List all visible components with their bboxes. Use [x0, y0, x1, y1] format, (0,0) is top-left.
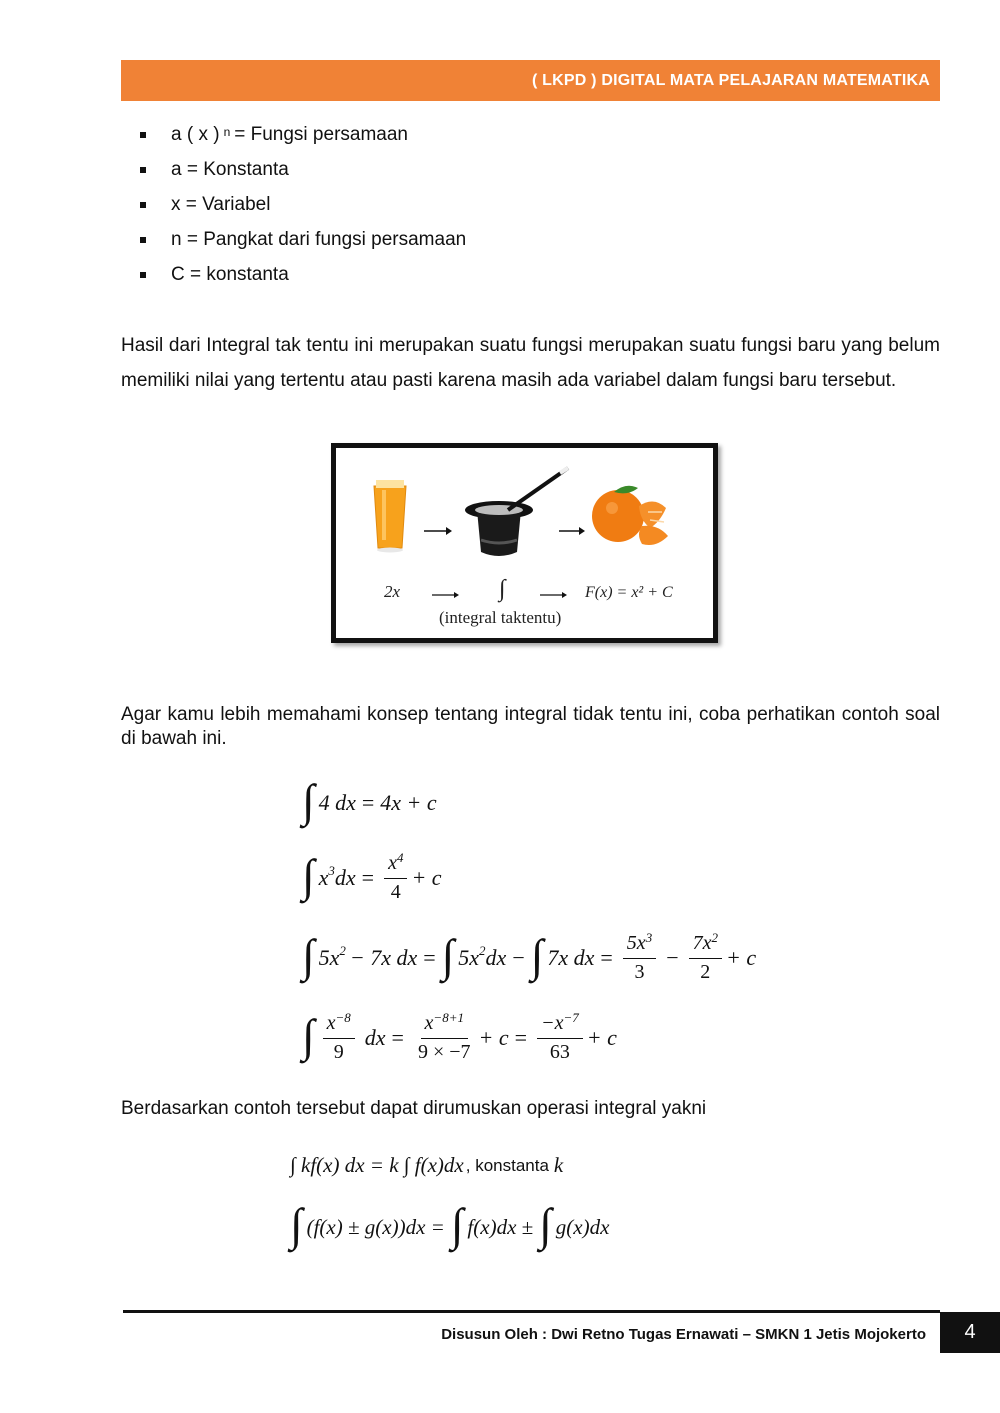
integral-sign: ∫ — [302, 849, 315, 901]
fraction — [384, 850, 407, 905]
term-dx: dx — [364, 1024, 386, 1050]
fraction — [623, 930, 656, 985]
eq-sign: = — [361, 790, 375, 815]
num-base: −x — [541, 1012, 564, 1034]
bullet-text: n = Pangkat dari fungsi persamaan — [171, 228, 467, 250]
eq-sign: = — [423, 944, 436, 970]
figure-label-integral: ∫ — [499, 576, 506, 602]
bullet-text: a = Konstanta — [171, 159, 289, 181]
term-exponent: 3 — [328, 862, 335, 878]
fraction-denominator: 9 × −7 — [417, 1041, 471, 1063]
rule-2-mid: f(x)dx ± — [467, 1214, 534, 1239]
figure-label-result: F(x) = x² + C — [585, 584, 673, 601]
integral-sign: ∫ — [302, 929, 315, 981]
term-1-exponent: 2 — [339, 942, 346, 958]
rule-constant-multiple — [290, 1153, 563, 1178]
list-item — [140, 118, 466, 153]
term-2-dx: dx — [485, 944, 507, 970]
rule-2-lhs: (f(x) ± g(x))dx = — [306, 1214, 445, 1239]
eq-sign: = — [514, 1024, 528, 1050]
fraction — [689, 930, 722, 985]
fraction-numerator — [384, 850, 407, 879]
list-item — [140, 153, 466, 188]
juice-glass-icon — [374, 480, 406, 553]
fraction-denominator: 63 — [549, 1041, 570, 1063]
num-exponent: 4 — [396, 850, 404, 865]
bullet-square-icon — [140, 237, 146, 243]
num-base: x — [388, 852, 397, 874]
paragraph-example-intro: Agar kamu lebih memahami konsep tentang integral tidak tentu ini, coba perhatikan contoh soal di bawah ini. — [121, 704, 940, 749]
bullet-text-post: = Fungsi persamaan — [234, 124, 408, 146]
bullet-text: x = Variabel — [171, 193, 271, 215]
fraction-denominator: 9 — [333, 1041, 344, 1063]
paragraph-rule-intro: Berdasarkan contoh tersebut dapat dirumuskan operasi integral yakni — [121, 1098, 707, 1119]
rule-2-end: g(x)dx — [555, 1214, 610, 1239]
figure-label-2x: 2x — [384, 582, 401, 601]
list-item — [140, 222, 466, 257]
num-base: 5x — [626, 932, 646, 954]
num-base: x — [424, 1012, 434, 1034]
num-exponent: 3 — [645, 930, 653, 945]
eq-tail: + c — [411, 864, 442, 890]
fraction-numerator — [537, 1010, 583, 1039]
list-item — [140, 257, 466, 292]
eq-sign: = — [361, 864, 375, 890]
arrow-icon — [540, 592, 567, 598]
bullet-square-icon — [140, 272, 146, 278]
integral-analogy-figure — [331, 443, 718, 643]
bullet-superscript: n — [223, 125, 231, 140]
num-base: x — [326, 1012, 336, 1034]
eq-mid: + c — [478, 1024, 509, 1050]
num-exponent: −8+1 — [433, 1010, 464, 1025]
bullet-square-icon — [140, 202, 146, 208]
fraction-numerator — [421, 1010, 468, 1039]
footer-divider — [123, 1310, 940, 1313]
example-3 — [302, 930, 756, 985]
fraction — [323, 1010, 355, 1065]
paragraph-intro: Hasil dari Integral tak tentu ini merupakan suatu fungsi merupakan suatu fungsi baru yang belum memiliki nilai yang tertentu atau pasti karena masih ada variabel dalam fungsi baru tersebut. — [121, 335, 940, 391]
minus-sign: − — [666, 944, 679, 970]
eq-sign: = — [600, 944, 613, 970]
arrow-icon — [424, 527, 452, 535]
bullet-text: C = konstanta — [171, 263, 289, 285]
figure-caption: (integral taktentu) — [439, 608, 562, 627]
fraction-denominator: 4 — [390, 881, 401, 903]
fraction-denominator: 3 — [634, 961, 645, 983]
term-1-rest: − 7x dx — [349, 944, 418, 970]
eq-lhs: 4 dx — [318, 790, 356, 815]
footer-author: Disusun Oleh : Dwi Retno Tugas Ernawati – SMKN 1 Jetis Mojokerto — [441, 1326, 926, 1343]
num-exponent: 2 — [711, 930, 718, 945]
integral-sign: ∫ — [539, 1199, 552, 1250]
bullet-text-pre: a ( x ) — [171, 124, 220, 146]
page-number-text: 4 — [964, 1321, 976, 1343]
integral-sign: ∫ — [302, 775, 315, 826]
num-base: 7x — [692, 932, 712, 954]
term-2-exponent: 2 — [479, 942, 486, 958]
rule-1-formula: ∫ kf(x) dx = k ∫ f(x)dx — [290, 1153, 464, 1177]
bullet-square-icon — [140, 132, 146, 138]
fraction — [537, 1010, 583, 1065]
page-header — [121, 60, 940, 101]
num-exponent: −7 — [563, 1010, 579, 1025]
term-1: 5x — [318, 944, 340, 970]
list-item — [140, 188, 466, 223]
integral-sign: ∫ — [441, 929, 455, 981]
minus-sign: − — [512, 944, 525, 970]
rule-sum-difference — [290, 1199, 610, 1250]
rule-1-k: k — [553, 1153, 564, 1177]
term-base: x — [318, 864, 329, 890]
example-1 — [302, 775, 437, 826]
term-dx: dx — [334, 864, 356, 890]
fraction-denominator: 2 — [700, 961, 711, 983]
fraction-numerator — [623, 930, 656, 959]
term-2: 5x — [458, 944, 480, 970]
example-4 — [302, 1010, 617, 1065]
page-number — [940, 1312, 1000, 1353]
integral-sign: ∫ — [290, 1199, 303, 1250]
example-2 — [302, 850, 442, 905]
integral-sign: ∫ — [530, 929, 544, 981]
definition-list — [140, 118, 466, 292]
integral-sign: ∫ — [450, 1199, 464, 1250]
num-exponent: −8 — [335, 1010, 351, 1025]
magic-hat-icon — [465, 468, 568, 556]
eq-sign: = — [391, 1024, 404, 1050]
arrow-icon — [432, 592, 459, 598]
fraction-numerator — [689, 930, 722, 959]
eq-tail: + c — [586, 1024, 617, 1050]
arrow-icon — [559, 527, 585, 535]
bullet-square-icon — [140, 167, 146, 173]
orange-fruit-icon — [592, 486, 668, 545]
integral-sign: ∫ — [302, 1009, 315, 1061]
rule-1-suffix: , konstanta — [465, 1155, 549, 1175]
eq-tail: + c — [726, 944, 757, 970]
fraction-numerator — [323, 1010, 355, 1039]
fraction — [414, 1010, 475, 1065]
eq-rhs: 4x + c — [380, 790, 437, 815]
term-3: 7x dx — [547, 944, 595, 970]
header-title: ( LKPD ) DIGITAL MATA PELAJARAN MATEMATIKA — [532, 71, 930, 89]
